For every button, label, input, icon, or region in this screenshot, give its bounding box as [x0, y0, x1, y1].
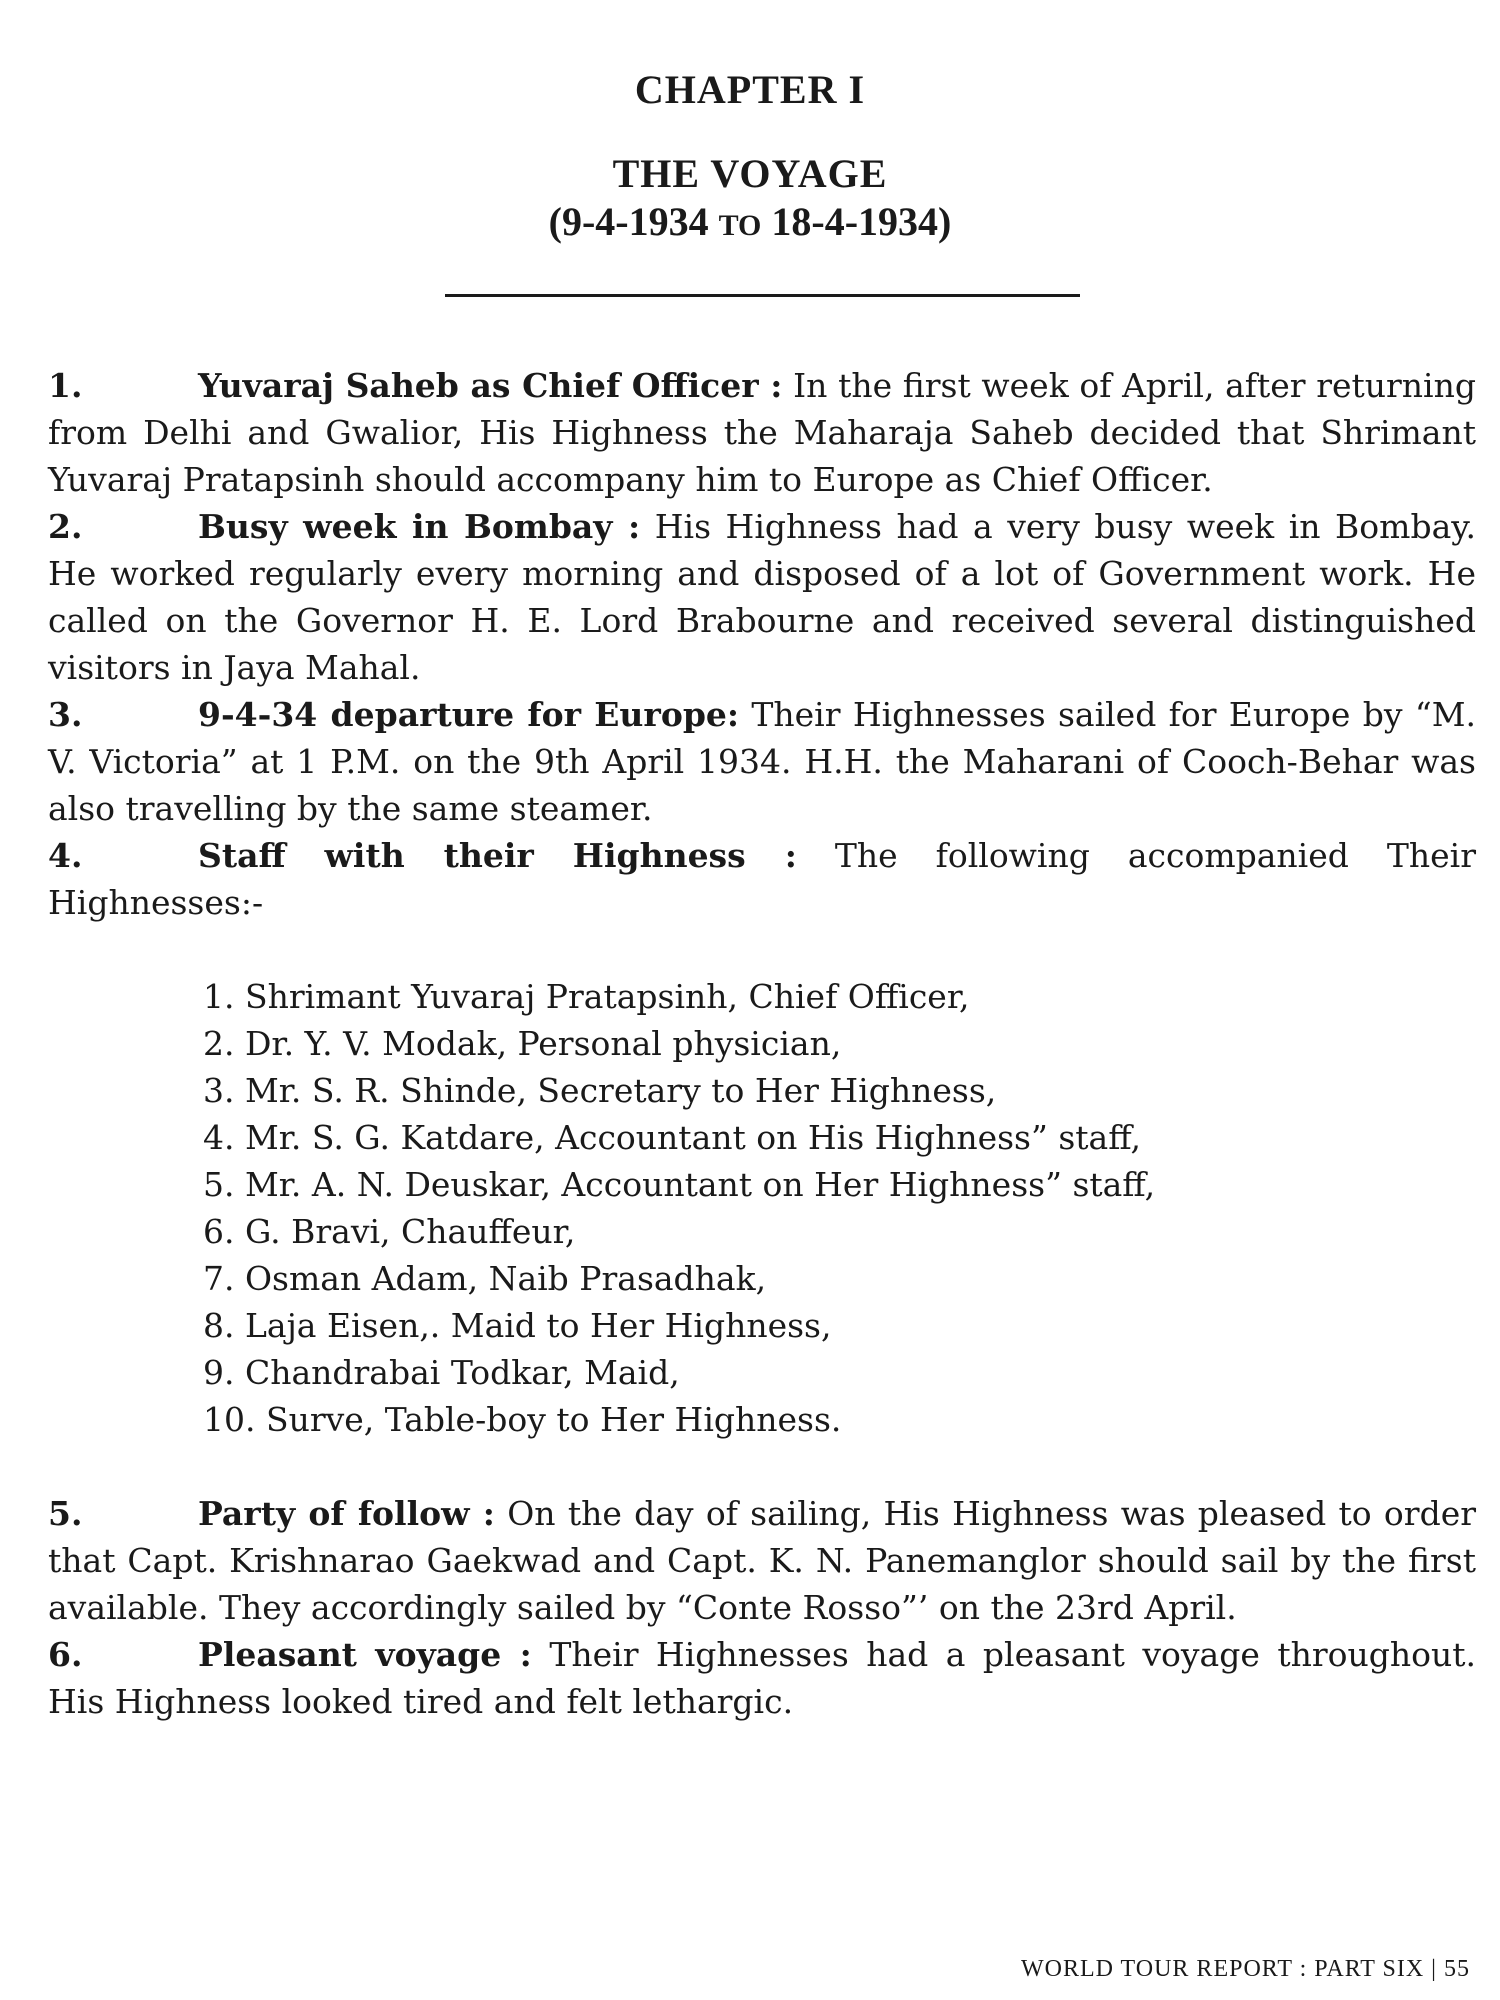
staff-list-item: 1. Shrimant Yuvaraj Pratapsinh, Chief Officer,: [203, 977, 970, 1016]
staff-list-item: 6. G. Bravi, Chauffeur,: [203, 1212, 576, 1251]
staff-list-item: 5. Mr. A. N. Deuskar, Accountant on Her Highness” staff,: [203, 1165, 1156, 1204]
paragraph-2: [48, 503, 1476, 691]
staff-list-item: 3. Mr. S. R. Shinde, Secretary to Her Highness,: [203, 1071, 997, 1110]
paragraph-number: 5.: [48, 1494, 83, 1533]
paragraph-number: 4.: [48, 836, 83, 875]
paragraph-text: Their Highnesses had a pleasant voyage throughout. His Highness looked tired and felt lethargic.: [48, 1635, 1476, 1721]
paragraph-number: 3.: [48, 695, 83, 734]
paragraph-number: 1.: [48, 366, 83, 405]
page-footer: WORLD TOUR REPORT : PART SIX | 55: [1020, 1956, 1470, 1982]
chapter-heading: CHAPTER I: [634, 67, 866, 112]
paragraph-1: [48, 362, 1476, 503]
paragraph-4: [48, 832, 1476, 926]
staff-list-item: 4. Mr. S. G. Katdare, Accountant on His Highness” staff,: [203, 1118, 1141, 1157]
staff-list-item: 7. Osman Adam, Naib Prasadhak,: [203, 1259, 767, 1298]
paragraph-heading: Pleasant voyage :: [198, 1635, 532, 1674]
date-range: [0, 198, 1500, 245]
staff-list-item: 8. Laja Eisen,. Maid to Her Highness,: [203, 1306, 832, 1345]
paragraph-text: The following accompanied Their Highnesses:-: [48, 836, 1476, 922]
paragraph-heading: Yuvaraj Saheb as Chief Officer :: [198, 366, 783, 405]
paragraph-text: His Highness had a very busy week in Bombay. He worked regularly every morning and disposed of a lot of Government work. He called on the Governor H. E. Lord Brabourne and received several distinguished visitors in Jaya Mahal.: [48, 507, 1476, 687]
document-body: [48, 362, 1476, 1725]
title-divider: [445, 294, 1080, 297]
paragraph-3: [48, 691, 1476, 832]
paragraph-number: 6.: [48, 1635, 83, 1674]
paragraph-heading: Busy week in Bombay :: [198, 507, 641, 546]
staff-list-item: 2. Dr. Y. V. Modak, Personal physician,: [203, 1024, 842, 1063]
paragraph-5: [48, 1490, 1476, 1631]
paragraph-text: Their Highnesses sailed for Europe by “M. V. Victoria” at 1 P.M. on the 9th April 1934. H.H. the Maharani of Cooch-Behar was also travelling by the same steamer.: [48, 695, 1476, 828]
staff-list-item: 10. Surve, Table-boy to Her Highness.: [203, 1400, 842, 1439]
date-end: 18-4-1934): [771, 199, 952, 244]
staff-list-item: 9. Chandrabai Todkar, Maid,: [203, 1353, 680, 1392]
paragraph-text: On the day of sailing, His Highness was pleased to order that Capt. Krishnarao Gaekwad and Capt. K. N. Panemanglor should sail by the first available. They accordingly sailed by “Conte Rosso”’ on the 23rd April.: [48, 1494, 1476, 1627]
paragraph-heading: Staff with their Highness :: [198, 836, 797, 875]
paragraph-text: In the first week of April, after returning from Delhi and Gwalior, His Highness the Maharaja Saheb decided that Shrimant Yuvaraj Pratapsinh should accompany him to Europe as Chief Officer.: [48, 366, 1476, 499]
paragraph-number: 2.: [48, 507, 83, 546]
paragraph-6: [48, 1631, 1476, 1725]
date-to: TO: [718, 209, 762, 242]
paragraph-heading: Party of follow :: [198, 1494, 495, 1533]
staff-list: [48, 973, 1476, 1443]
paragraph-heading: 9-4-34 departure for Europe:: [198, 695, 740, 734]
chapter-title: THE VOYAGE: [612, 151, 888, 196]
date-start: (9-4-1934: [548, 199, 709, 244]
